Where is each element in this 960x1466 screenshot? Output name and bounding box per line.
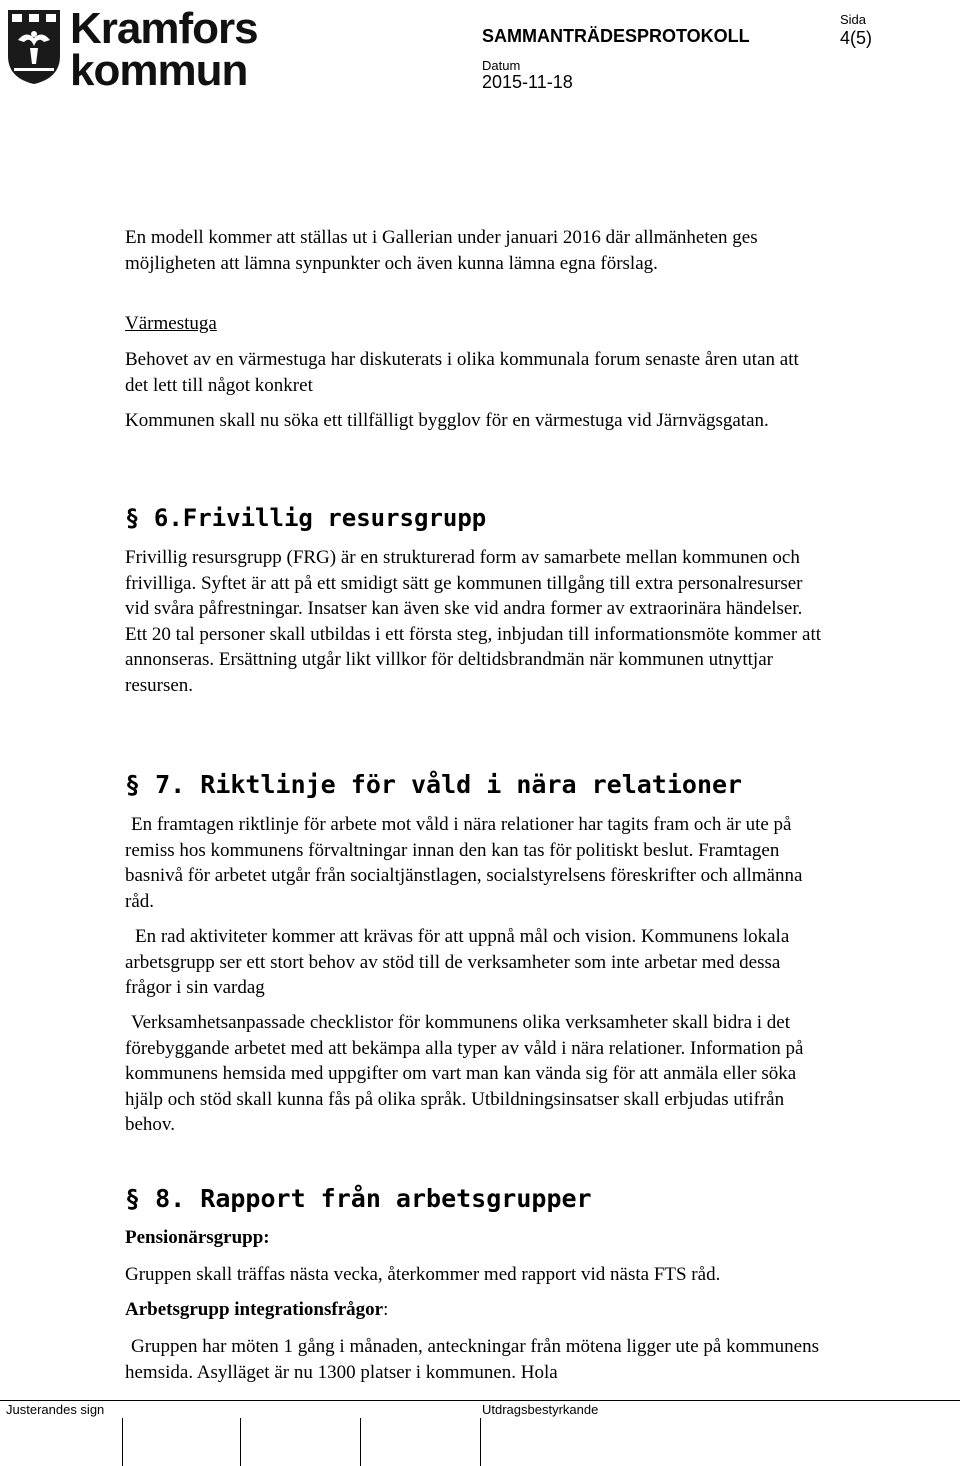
signature-box-divider-1 [122,1418,123,1466]
document-title: SAMMANTRÄDESPROTOKOLL [482,26,750,46]
paragraph-activities: En rad aktiviteter kommer att krävas för att uppnå mål och vision. Kommunens lokala arbetsgrupp ser ett stort behov av stöd till de verksamheter som inte arbetar med dessa frågor i sin vardag [125,926,790,998]
certification-label: Utdragsbestyrkande [482,1402,599,1417]
section-6-title: 6.Frivillig resursgrupp [153,504,487,532]
page-number: 4(5) [840,28,873,48]
paragraph-pension-group: Gruppen skall träffas nästa vecka, återkommer med rapport vid nästa FTS råd. [125,1264,721,1285]
subheading-integration-group [125,1297,388,1322]
coat-of-arms-icon [6,6,62,86]
signature-label: Justerandes sign [6,1402,105,1417]
subheading-pension-group: Pensionärsgrupp: [125,1227,270,1248]
section-heading-8 [125,1184,592,1214]
municipality-logo [70,4,258,95]
integration-group-colon: : [383,1299,389,1320]
section-sign-icon: § [125,1184,156,1213]
paragraph-frg: Frivillig resursgrupp (FRG) är en strukturerad form av samarbete mellan kommunen och frivilliga. Syftet är att på ett smidigt sätt ge kommunen tillgång till extra personalresurser vid svåra påfrestningar. Insatser kan även ske vid andra former av extraorinära händelser. Ett 20 tal personer skall utbildas i ett första steg, inbjudan till informationsmöte kommer att annonseras. Ersättning utgår likt villkor för deltidsbrandmän när kommunen utnyttjar resursen. [125,547,822,696]
logo-line-2: kommun [70,46,248,95]
paragraph-varmestuga-permit: Kommunen skall nu söka ett tillfälligt bygglov för en värmestuga vid Järnvägsgatan. [125,410,769,431]
paragraph-guideline: En framtagen riktlinje för arbete mot våld i nära relationer har tagits fram och är ute på remiss hos kommunens förvaltningar innan den kan tas för politiskt beslut. Framtagen basnivå för arbetet utgår från socialtjänstlagen, socialstyrelsens föreskrifter och allmänna råd. [125,814,803,912]
section-7-title: 7. Riktlinje för våld i nära relationer [155,770,743,799]
section-heading-6 [125,503,486,533]
date-value: 2015-11-18 [482,72,573,92]
subheading-varmestuga: Värmestuga [125,313,217,334]
footer-divider [0,1400,960,1401]
date-label: Datum [482,58,521,73]
signature-box-divider-3 [360,1418,361,1466]
signature-box-divider-2 [240,1418,241,1466]
integration-group-label: Arbetsgrupp integrationsfrågor [125,1299,384,1320]
paragraph-model-exhibition: En modell kommer att ställas ut i Gallerian under januari 2016 där allmänheten ges möjligheten att lämna synpunkter och även kunna lämna egna förslag. [125,227,758,274]
section-sign-icon: § [125,770,156,799]
signature-box-divider-4 [480,1418,481,1466]
paragraph-checklists: Verksamhetsanpassade checklistor för kommunens olika verksamheter skall bidra i det förebyggande arbetet med att bekämpa alla typer av våld i nära relationer. Information på kommunens hemsida med uppgifter om vart man kan vända sig för att anmäla eller söka hjälp och stöd skall kunna fås på olika språk. Utbildningsinsatser skall erbjudas utifrån behov. [125,1012,804,1135]
paragraph-integration-group: Gruppen har möten 1 gång i månaden, anteckningar från mötena ligger ute på kommunens hemsida. Asylläget är nu 1300 platser i kommunen. Hola [125,1336,819,1383]
logo-line-1: Kramfors [70,4,258,53]
section-8-title: 8. Rapport från arbetsgrupper [155,1184,592,1213]
section-heading-7 [125,770,742,800]
page-label: Sida [840,12,867,27]
section-sign-icon: § [125,504,154,532]
paragraph-varmestuga-need: Behovet av en värmestuga har diskuterats i olika kommunala forum senaste åren utan att det lett till något konkret [125,349,799,396]
